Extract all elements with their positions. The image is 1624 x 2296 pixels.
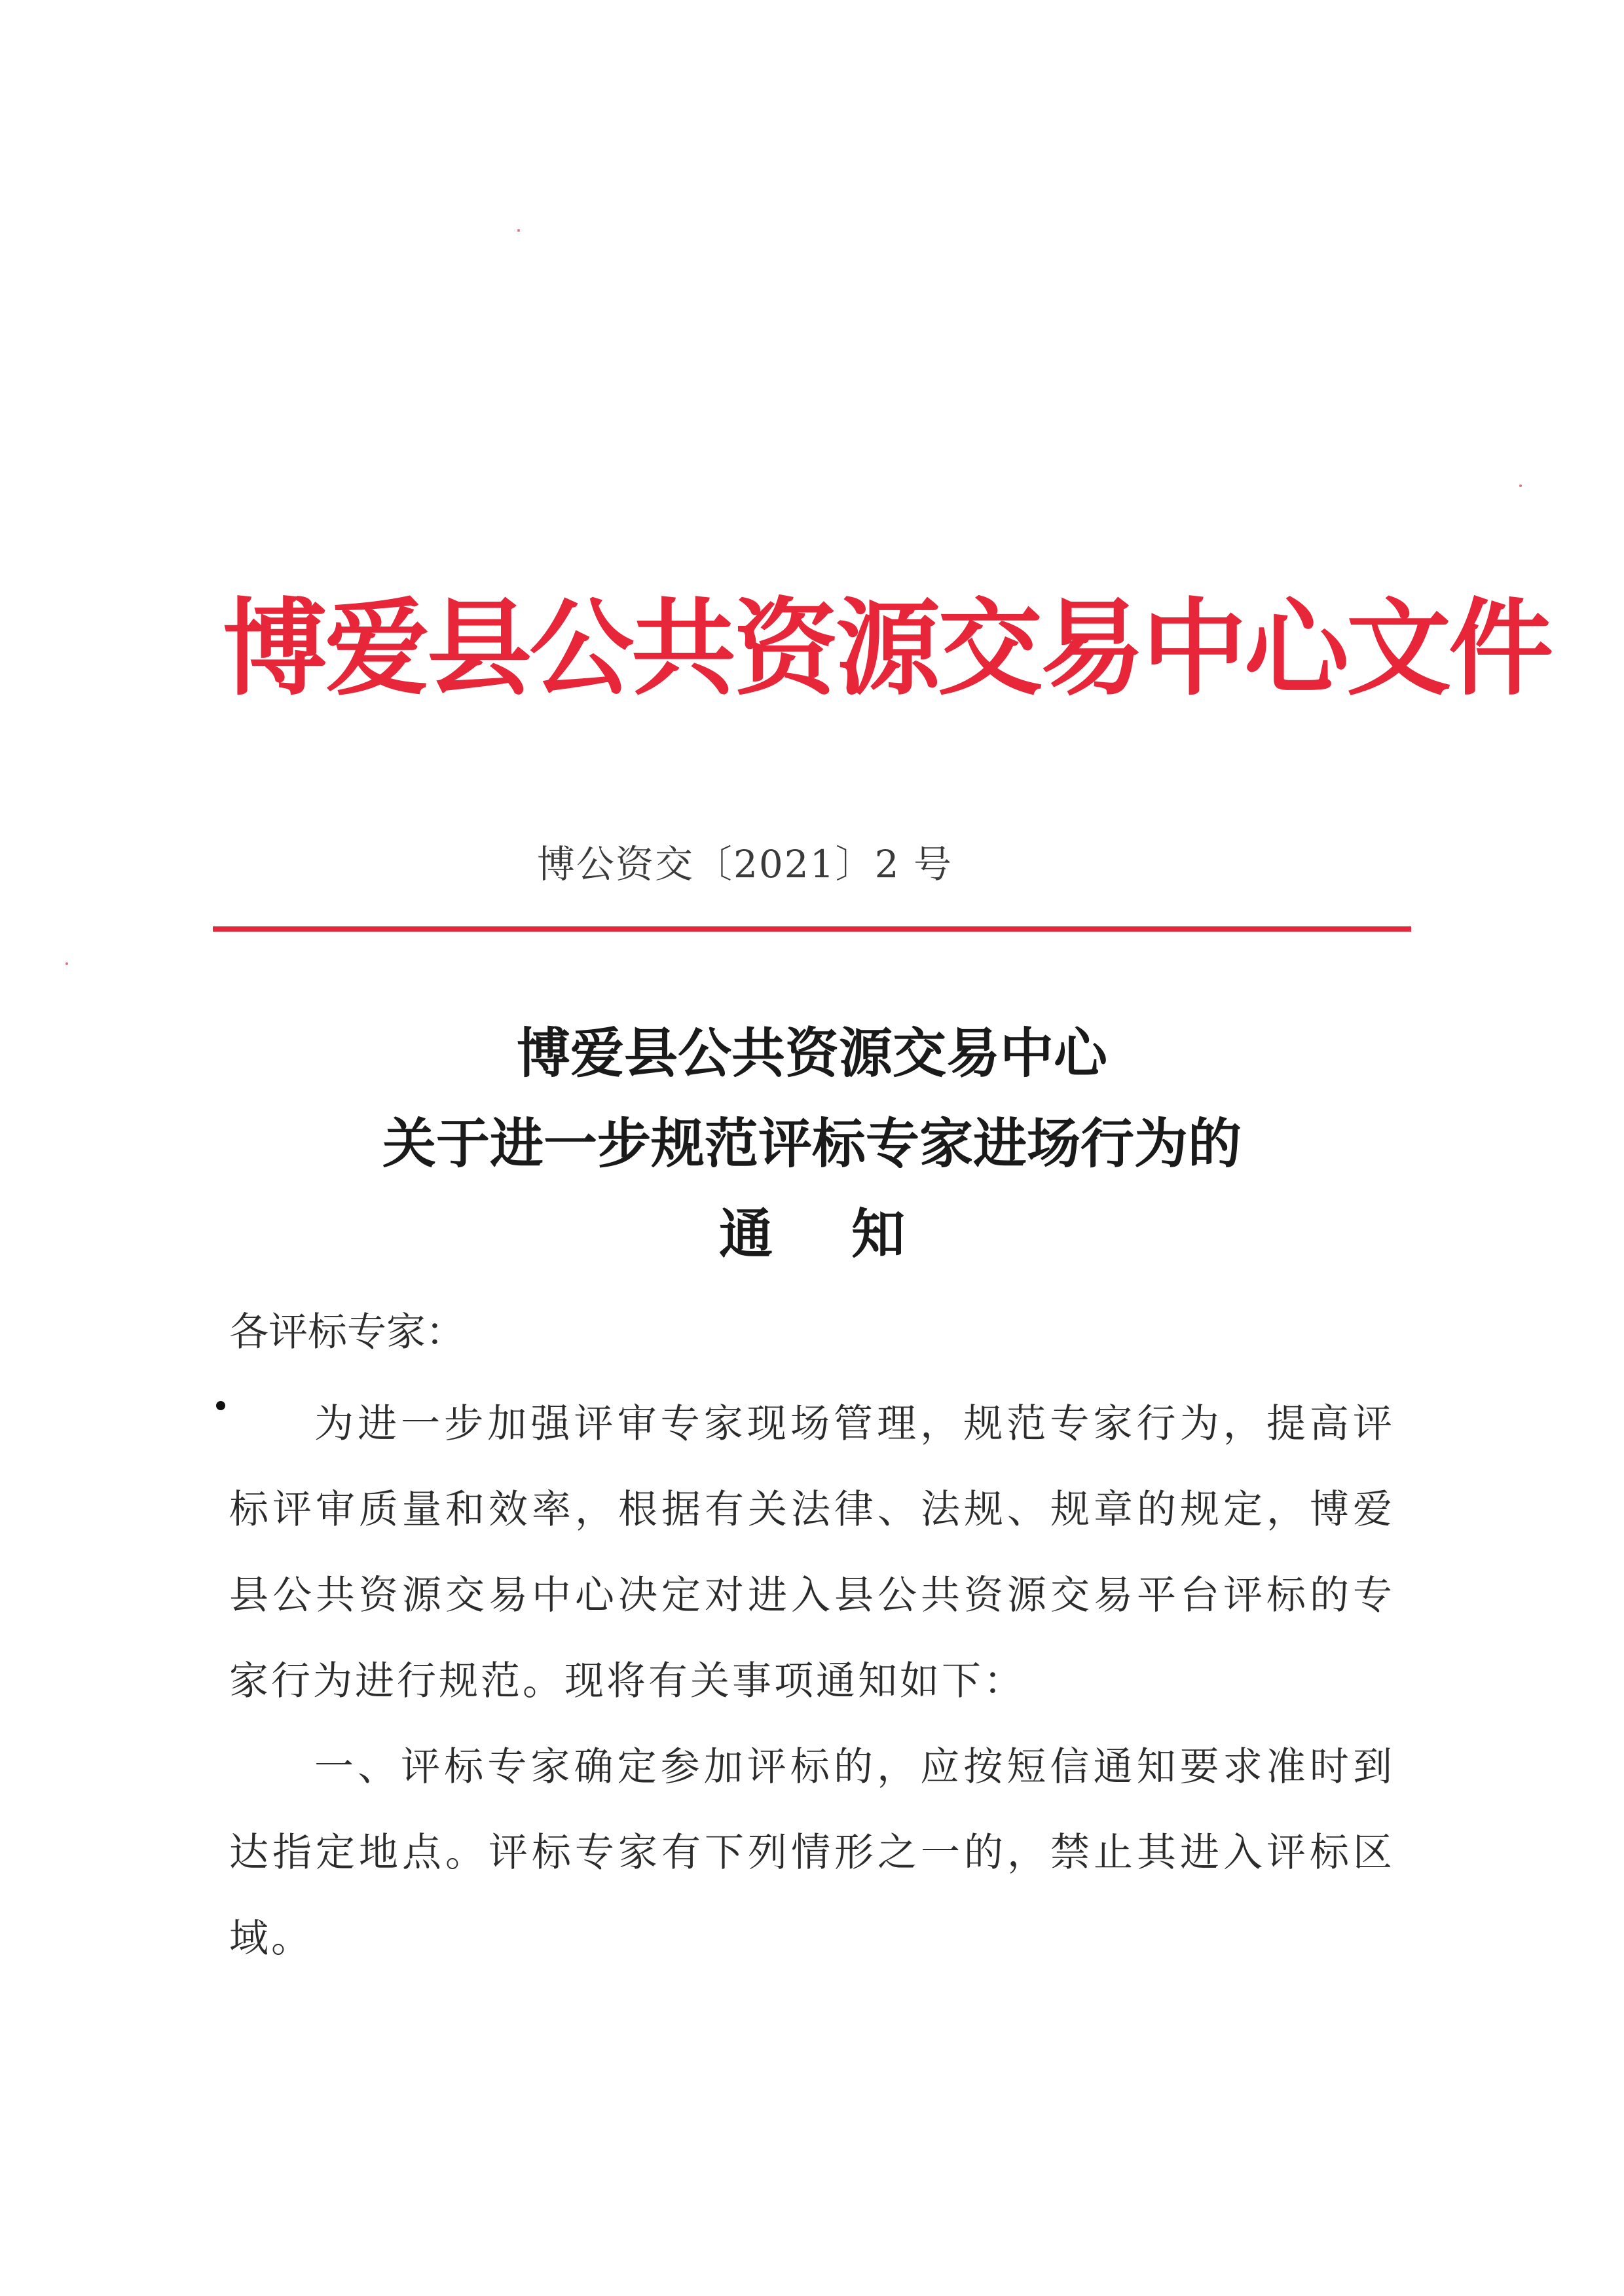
body-paragraph-2: 一、评标专家确定参加评标的，应按短信通知要求准时到达指定地点。评标专家有下列情形之一的，禁止其进入评标区域。 xyxy=(229,1744,1395,1961)
scan-speck xyxy=(65,962,68,965)
body-text xyxy=(229,1381,1395,1982)
header-divider-line xyxy=(213,926,1411,932)
salutation: 各评标专家： xyxy=(229,1309,465,1355)
document-number: 博公资交〔2021〕2 号 xyxy=(537,842,953,886)
body-paragraph-1: 为进一步加强评审专家现场管理，规范专家行为，提高评标评审质量和效率，根据有关法律、法规、规章的规定，博爱县公共资源交易中心决定对进入县公共资源交易平台评标的专家行为进行规范。现将有关事项通知如下： xyxy=(229,1401,1395,1704)
notice-title-line-3: 通知 xyxy=(718,1203,984,1266)
notice-title xyxy=(196,1008,1428,1279)
document-header-title: 博爱县公共资源交易中心文件 xyxy=(223,587,1551,710)
notice-title-line-1: 博爱县公共资源交易中心 xyxy=(516,1022,1107,1085)
scan-dot-mark xyxy=(216,1401,225,1410)
scan-speck xyxy=(1519,484,1522,487)
notice-title-line-2: 关于进一步规范评标专家进场行为的 xyxy=(382,1112,1242,1175)
scan-speck xyxy=(517,229,520,232)
